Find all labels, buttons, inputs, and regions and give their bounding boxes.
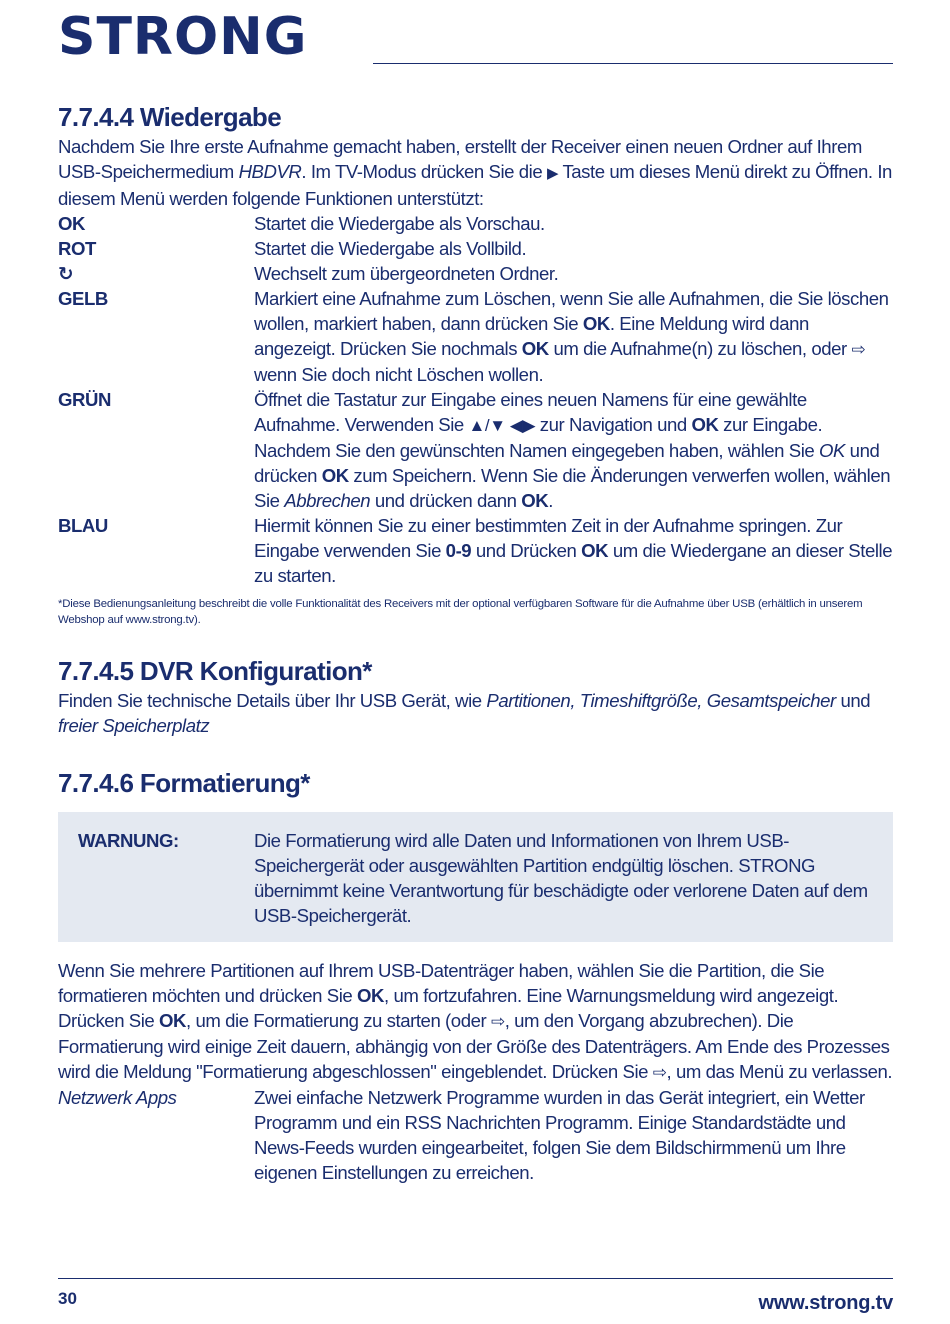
function-key-blau: BLAU xyxy=(58,515,108,536)
function-key-gruen: GRÜN xyxy=(58,389,111,410)
formatierung-text: Wenn Sie mehrere Partitionen auf Ihrem USB-Datenträger haben, wählen Sie die Partition, die Sie formatieren möchten und drücken Sie OK, um fortzufahren. Eine Warnungsmeldung wird angezeigt. Drücken Sie OK, um die Formatierung zu starten (oder ⇨, um den Vorgang abzubrechen). Die Formatierung wird einige Zeit dauern, abhängig von der Größe des Datenträgers. Am Ende des Prozesses wird die Meldung "Formatierung abgeschlossen" eingeblendet. Drücken Sie ⇨, um das Menü zu verlassen. xyxy=(58,960,893,1082)
exit-icon: ⇨ xyxy=(851,340,866,359)
page-number: 30 xyxy=(58,1289,77,1308)
function-key-ok: OK xyxy=(58,213,85,234)
brand-logo xyxy=(58,8,328,60)
function-desc-ok: Startet die Wiedergabe als Vorschau. xyxy=(254,213,545,234)
footnote: *Diese Bedienungsanleitung beschreibt die volle Funktionalität des Receivers mit der optional verfügbaren Software für die Aufnahme über USB (erhältlich in unserem Webshop auf www.strong.tv). xyxy=(58,598,863,626)
exit-icon: ⇨ xyxy=(490,1012,505,1031)
back-icon: ↻ xyxy=(58,263,74,284)
function-key-gelb: GELB xyxy=(58,288,108,309)
section-title-wiedergabe: 7.7.4.4 Wiedergabe xyxy=(58,102,282,132)
section-title-dvr-konfiguration: 7.7.4.5 DVR Konfiguration* xyxy=(58,656,372,686)
netzwerk-apps-label: Netzwerk Apps xyxy=(58,1087,177,1108)
footer-divider xyxy=(58,1278,893,1279)
netzwerk-apps-row xyxy=(58,1085,893,1185)
dvr-konfiguration-text: Finden Sie technische Details über Ihr USB Gerät, wie Partitionen, Timeshiftgröße, Gesamtspeicher und freier Speicherplatz xyxy=(58,690,871,736)
function-row-rot xyxy=(58,236,893,261)
function-row-blau xyxy=(58,513,893,588)
netzwerk-apps-desc: Zwei einfache Netzwerk Programme wurden in das Gerät integriert, ein Wetter Programm und ein RSS Nachrichten Programm. Einige Standardstädte und News-Feeds wurden eingearbeitet, folgen Sie dem Bildschirmmenü um Ihre eigenen Einstellungen zu erreichen. xyxy=(254,1087,865,1183)
header-divider xyxy=(373,63,893,64)
warning-label: WARNUNG: xyxy=(78,830,179,851)
function-desc-gruen: Öffnet die Tastatur zur Eingabe eines neuen Namens für eine gewählte Aufnahme. Verwenden Sie ▲/▼ ◀▶ zur Navigation und OK zur Eingabe. Nachdem Sie den gewünschten Namen eingegeben haben, wählen Sie OK und drücken OK zum Speichern. Wenn Sie die Änderungen verwerfen wollen, wählen Sie Abbrechen und drücken dann OK. xyxy=(254,389,891,511)
navigation-arrows-icon: ▲/▼ ◀▶ xyxy=(468,416,536,435)
function-row-back xyxy=(58,261,893,286)
function-row-ok xyxy=(58,211,893,236)
function-row-gelb xyxy=(58,286,893,387)
website-link[interactable]: www.strong.tv xyxy=(758,1292,893,1314)
play-icon: ▶ xyxy=(546,165,559,182)
function-desc-rot: Startet die Wiedergabe als Vollbild. xyxy=(254,238,527,259)
warning-box xyxy=(58,812,893,942)
warning-text: Die Formatierung wird alle Daten und Informationen von Ihrem USB-Speichergerät oder ausgewählten Partition endgültig löschen. STRONG übernimmt keine Verantwortung für beschädigte oder verlorene Daten auf dem USB-Speichergerät. xyxy=(254,830,868,926)
function-row-gruen xyxy=(58,387,893,513)
svg-text:STRONG: STRONG xyxy=(58,8,308,60)
function-desc-blau: Hiermit können Sie zu einer bestimmten Zeit in der Aufnahme springen. Zur Eingabe verwenden Sie 0-9 und Drücken OK um die Wiedergane an dieser Stelle zu starten. xyxy=(254,515,893,586)
exit-icon: ⇨ xyxy=(652,1063,667,1082)
wiedergabe-intro: Nachdem Sie Ihre erste Aufnahme gemacht haben, erstellt der Receiver einen neuen Ordner auf Ihrem USB-Speichermedium HBDVR. Im TV-Modus drücken Sie die ▶ Taste um dieses Menü direkt zu Öffnen. In diesem Menü werden folgende Funktionen unterstützt: xyxy=(58,136,892,209)
section-title-formatierung: 7.7.4.6 Formatierung* xyxy=(58,768,310,798)
function-desc-gelb: Markiert eine Aufnahme zum Löschen, wenn Sie alle Aufnahmen, die Sie löschen wollen, markiert haben, dann drücken Sie OK. Eine Meldung wird dann angezeigt. Drücken Sie nochmals OK um die Aufnahme(n) zu löschen, oder ⇨ wenn Sie doch nicht Löschen wollen. xyxy=(254,288,889,385)
function-key-rot: ROT xyxy=(58,238,96,259)
function-desc-back: Wechselt zum übergeordneten Ordner. xyxy=(254,263,559,284)
